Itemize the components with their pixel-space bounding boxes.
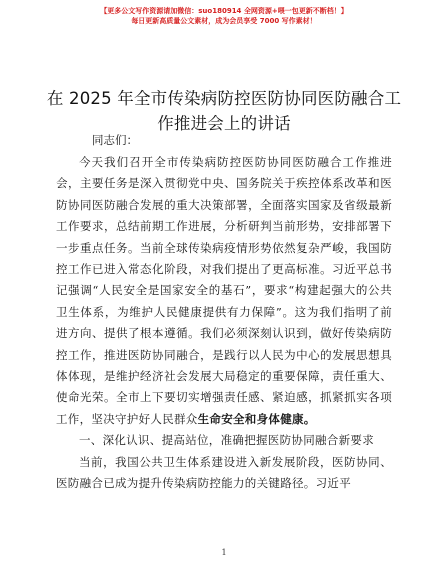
- section-heading-1: 一、深化认识、提高站位，准确把握医防协同融合新要求: [79, 433, 374, 448]
- paragraph-intro-emphasis: 生命安全和身体健康。: [197, 411, 316, 426]
- promo-banner: [0, 6, 448, 26]
- salutation: 同志们：: [92, 133, 138, 147]
- paragraph-section-1: 当前，我国公共卫生体系建设进入新发展阶段，医防协同、医防融合已成为提升传染病防控能力的关键路径。习近平: [56, 454, 392, 491]
- page-number: 1: [221, 548, 227, 557]
- document-title: 在 2025 年全市传染病防控医防协同医防融合工作推进会上的讲话: [46, 89, 402, 133]
- promo-banner-line-1: 【更多公文写作资源请加微信：suo180914 全网资源+喂一包更新不断档！】: [100, 7, 348, 15]
- promo-banner-line-2: 每日更新高质量公文素材，成为会员享受 7000 写作素材！: [131, 17, 317, 25]
- document-body: [56, 152, 392, 495]
- paragraph-intro-text: 今天我们召开全市传染病防控医防协同医防融合工作推进会，主要任务是深入贯彻党中央、国务院关于疾控体系改革和医防协同医防融合发展的重大决策部署，全面落实国家及省级最新工作要求，总结前期工作进展，分析研判当前形势，安排部署下一步重点任务。当前全球传染病疫情形势依然复杂严峻，我国防控工作已进入常态化阶段，对我们提出了更高标准。习近平总书记强调“人民安全是国家安全的基石”，要求“构建起强大的公共卫生体系，为维护人民健康提供有力保障”。这为我们指明了前进方向、提供了根本遵循。我们必须深刻认识到，做好传染病防控工作，推进医防协同融合，是践行以人民为中心的发展思想具体体现，是维护经济社会发展大局稳定的重要保障，责任重大、使命光荣。全市上下要切实增强责任感、紧迫感，抓紧抓实各项工作，坚决守护好人民群众: [56, 155, 392, 426]
- paragraph-intro: [56, 152, 392, 430]
